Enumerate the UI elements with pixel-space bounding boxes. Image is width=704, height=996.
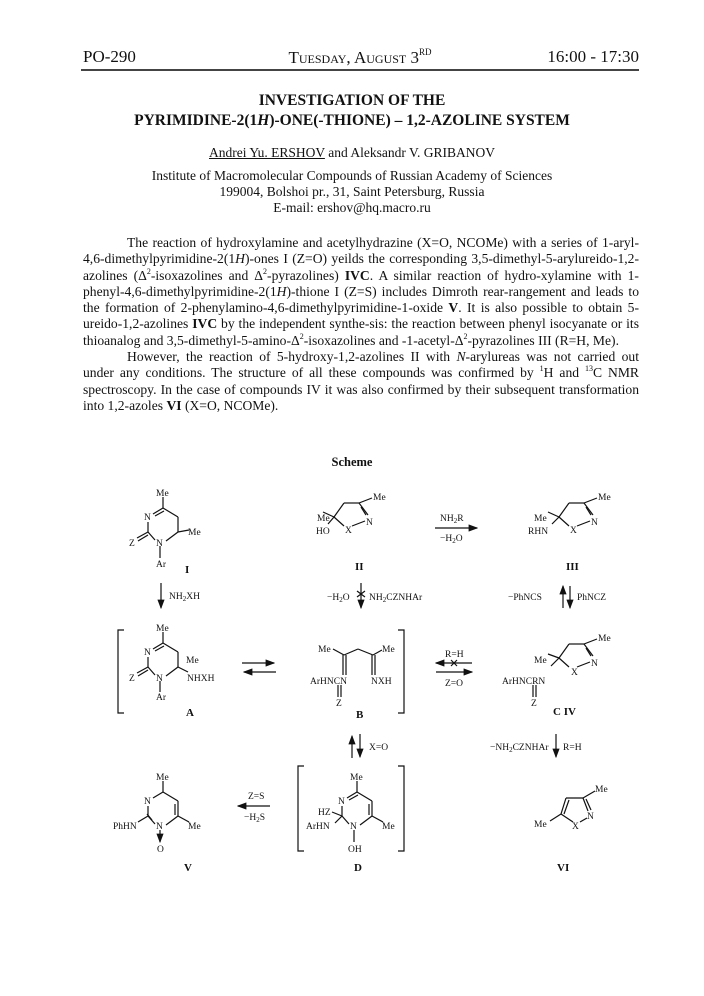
bond [584, 639, 597, 644]
text: -pyrazolines III (R=H, Me). [467, 332, 619, 348]
atom-Me: Me [382, 822, 395, 832]
session-time: 16:00 - 17:30 [547, 47, 639, 66]
bond [334, 503, 344, 517]
atom-N: N [366, 518, 373, 528]
bond [561, 814, 573, 822]
atom-N: N [156, 674, 163, 684]
bond [551, 658, 559, 666]
bond [153, 643, 163, 649]
bond [584, 498, 597, 503]
atom-Z: Z [129, 674, 135, 684]
bond [163, 792, 178, 801]
label-V: V [184, 862, 192, 874]
text: -pyrazolines) [267, 267, 345, 283]
label-II: II [355, 561, 364, 573]
reagent-PhNCZ: PhNCZ [577, 593, 607, 603]
atom-X: X [572, 822, 579, 832]
atom-N: N [156, 539, 163, 549]
superscript: 2 [463, 331, 468, 341]
atom-Me: Me [534, 820, 547, 830]
compound-V [113, 773, 201, 874]
atom-Me: Me [598, 634, 611, 644]
bond [333, 649, 344, 655]
atom-Me: Me [156, 773, 169, 783]
bond [552, 517, 559, 524]
atom-Z: Z [129, 539, 135, 549]
atom-PhHN: PhHN [113, 822, 137, 832]
reagent-NH2CZNHAr: $NH_2CZNHAr$ [369, 593, 423, 604]
atom-Me: Me [317, 514, 330, 524]
bond [548, 654, 559, 658]
text: . A similar reaction of hydro-xylamine with 1-phenyl-4,6-dimethylpyrimidine-2(1 [83, 267, 639, 299]
atom-ArHNCN: ArHNCN [310, 677, 347, 687]
atom-Me: Me [534, 656, 547, 666]
reagent-Z-eq-O: Z=O [445, 679, 464, 689]
affiliation-address: 199004, Bolshoi pr., 31, Saint Petersburg, Russia [219, 184, 485, 199]
bond [584, 644, 593, 656]
bond [163, 643, 178, 652]
atom-NXH: NXH [371, 677, 392, 687]
atom-RHN: RHN [528, 527, 549, 537]
atom-Ar: Ar [156, 693, 167, 703]
bond [342, 816, 349, 824]
text: )-thione I (Z=S) includes Dimroth rear-rangement and leads to the formation of 2-phenylamino-4,6-dimethylpyrimidine-1-oxide [83, 283, 639, 316]
text: The reaction of hydroxylamine and acetylhydrazine (X=O, NCOMe) with a series of 1-aryl-4,6-dimethylpyrimidine-2(1 [83, 235, 639, 267]
bond [163, 508, 178, 517]
compound-ref: IVC [344, 267, 370, 283]
compound-II [316, 493, 386, 573]
bond [577, 662, 590, 667]
bond [359, 503, 368, 515]
date-suffix: RD [419, 47, 432, 57]
title-line-1: INVESTIGATION OF THE [258, 92, 446, 109]
text: -arylureas was not carried out under any conditions. The structure of all these compounds was confirmed by [83, 349, 640, 381]
superscript: 2 [146, 266, 151, 276]
compound-I [129, 489, 201, 576]
atom-Me: Me [598, 493, 611, 503]
affiliation-email: E-mail: ershov@hq.macro.ru [273, 200, 431, 215]
compound-C-IV [502, 634, 611, 718]
atom-HO: HO [316, 527, 330, 537]
text: However, the reaction of 5-hydroxy-1,2-azolines II with [127, 349, 457, 365]
title-italic: H [257, 112, 270, 129]
bond [148, 667, 155, 675]
text: )-ones I (Z=O) yeilds the corresponding 3,5-dimethyl-5-arylureido-1,2-azolines (Δ [83, 251, 639, 283]
label-D: D [354, 862, 362, 874]
atom-Me: Me [186, 656, 199, 666]
bond [559, 644, 569, 658]
reagent-NH2XH: $NH_2XH$ [169, 592, 200, 603]
atom-N: N [350, 822, 357, 832]
bond [583, 791, 595, 798]
label-I: I [185, 564, 190, 576]
atom-Me: Me [188, 822, 201, 832]
atom-N: N [156, 822, 163, 832]
bracket-left [298, 766, 304, 851]
bond [550, 814, 561, 821]
compound-D [306, 773, 395, 874]
bond [580, 818, 587, 822]
bond [153, 508, 163, 514]
bond [148, 532, 155, 540]
presenting-author: Andrei Yu. ERSHOV [208, 145, 325, 160]
bond [559, 517, 569, 526]
label-B: B [356, 709, 364, 721]
reagent-R-eq-H: R=H [563, 743, 582, 753]
bond [358, 649, 373, 655]
label-C-IV: C IV [553, 706, 576, 718]
text-italic: H [276, 283, 287, 299]
atom-Z: Z [531, 699, 537, 709]
text: -isoxazolines and Δ [150, 267, 264, 283]
compound-ref: V [448, 300, 459, 316]
superscript: 1 [539, 364, 544, 374]
compound-VI [534, 785, 608, 874]
reagent-X-eq-O: X=O [369, 743, 389, 753]
text-italic: N [456, 349, 466, 365]
bond [138, 816, 148, 822]
atom-Ar: Ar [156, 560, 167, 570]
superscript: 2 [299, 331, 304, 341]
text: (X=O, NCOMe). [181, 397, 279, 413]
bond [577, 521, 590, 526]
bond [548, 512, 559, 517]
atom-ArHNCRN: ArHNCRN [502, 677, 546, 687]
superscript: 13 [585, 364, 593, 374]
bond [559, 658, 569, 667]
atom-Me: Me [350, 773, 363, 783]
atom-Me: Me [382, 645, 395, 655]
bond [360, 816, 372, 825]
compound-A [129, 624, 215, 719]
atom-OH: OH [348, 845, 362, 855]
atom-N: N [591, 518, 598, 528]
bond [352, 521, 365, 526]
poster-code: PO-290 [83, 47, 136, 66]
atom-X: X [570, 526, 577, 536]
reagent-Z-eq-S: Z=S [248, 792, 265, 802]
atom-Me: Me [188, 528, 201, 538]
reagent-minus-H2O: $-H_2O$ [327, 593, 350, 604]
bond [359, 498, 372, 503]
atom-N: N [587, 812, 594, 822]
bond [584, 503, 593, 515]
bond [344, 649, 358, 655]
atom-Me: Me [156, 624, 169, 634]
atom-Me: Me [373, 493, 386, 503]
bond [137, 532, 148, 538]
bond [335, 816, 342, 823]
bond [178, 667, 188, 672]
bond [166, 816, 178, 825]
atom-NHXH: NHXH [187, 674, 215, 684]
text: by the independent synthe-sis: the reaction between phenyl isocyanate or its thioanalog and 3,5-dimethyl-5-amino-Δ [83, 316, 640, 348]
bond [583, 798, 588, 811]
atom-N: N [144, 797, 151, 807]
label-A: A [186, 707, 194, 719]
bond [166, 532, 178, 541]
bracket-right [398, 630, 404, 713]
text: -isoxazolines and -1-acetyl-Δ [303, 332, 464, 348]
bond [334, 517, 344, 526]
text: . It is also possible to obtain 5-ureido-1,2-azolines [83, 300, 639, 332]
bond [166, 667, 178, 676]
atom-O: O [157, 845, 164, 855]
atom-Z: Z [336, 699, 342, 709]
text: H and [543, 365, 585, 381]
atom-Me: Me [534, 514, 547, 524]
label-VI: VI [557, 862, 570, 874]
bracket-right [398, 766, 404, 851]
label-III: III [566, 561, 579, 573]
reagent-minus-PhNCS: −PhNCS [508, 593, 542, 603]
text: C NMR spectroscopy. In the case of compounds IV it was also confirmed by their subsequent transformation into 1,2-azoles [83, 365, 639, 413]
atom-ArHN: ArHN [306, 822, 330, 832]
atom-X: X [345, 526, 352, 536]
atom-N: N [338, 797, 345, 807]
superscript: 2 [263, 266, 268, 276]
compound-B [310, 645, 395, 721]
bond [138, 670, 148, 676]
reagent-minus-H2S: $-H_2S$ [244, 813, 266, 824]
atom-N: N [144, 513, 151, 523]
compound-ref: VI [166, 397, 182, 413]
co-authors: and Aleksandr V. GRIBANOV [324, 145, 495, 160]
title-part: )-ONE(-THIONE) – 1,2-AZOLINE SYSTEM [269, 112, 570, 129]
atom-Me: Me [318, 645, 331, 655]
atom-X: X [571, 668, 578, 678]
text-italic: H [235, 251, 245, 267]
bracket-left [118, 630, 124, 713]
affiliation-institute: Institute of Macromolecular Compounds of Russian Academy of Sciences [151, 168, 553, 183]
bond [357, 792, 372, 801]
session-date-text: Tuesday, August 3 [288, 48, 420, 67]
atom-N: N [144, 648, 151, 658]
reagent-minus-NH2CZNHAr: $-NH_2CZNHAr$ [490, 743, 549, 754]
title-part: PYRIMIDINE-2(1 [134, 112, 258, 129]
compound-III [528, 493, 611, 573]
bond [347, 792, 357, 798]
atom-HZ: HZ [318, 808, 331, 818]
bond [138, 535, 148, 541]
compound-ref: IVC [192, 316, 218, 332]
atom-N: N [591, 659, 598, 669]
bond [373, 650, 382, 655]
reagent-R-eq-H: R=H [445, 650, 464, 660]
reagent-minus-H2O: $-H_2O$ [440, 534, 463, 545]
atom-Me: Me [156, 489, 169, 499]
bond [559, 503, 569, 517]
bond [137, 667, 148, 673]
atom-Me: Me [595, 785, 608, 795]
reagent-NH2R: $NH_2R$ [440, 514, 464, 525]
bond [153, 792, 163, 798]
scheme-title: Scheme [331, 455, 373, 469]
bond [332, 812, 342, 816]
